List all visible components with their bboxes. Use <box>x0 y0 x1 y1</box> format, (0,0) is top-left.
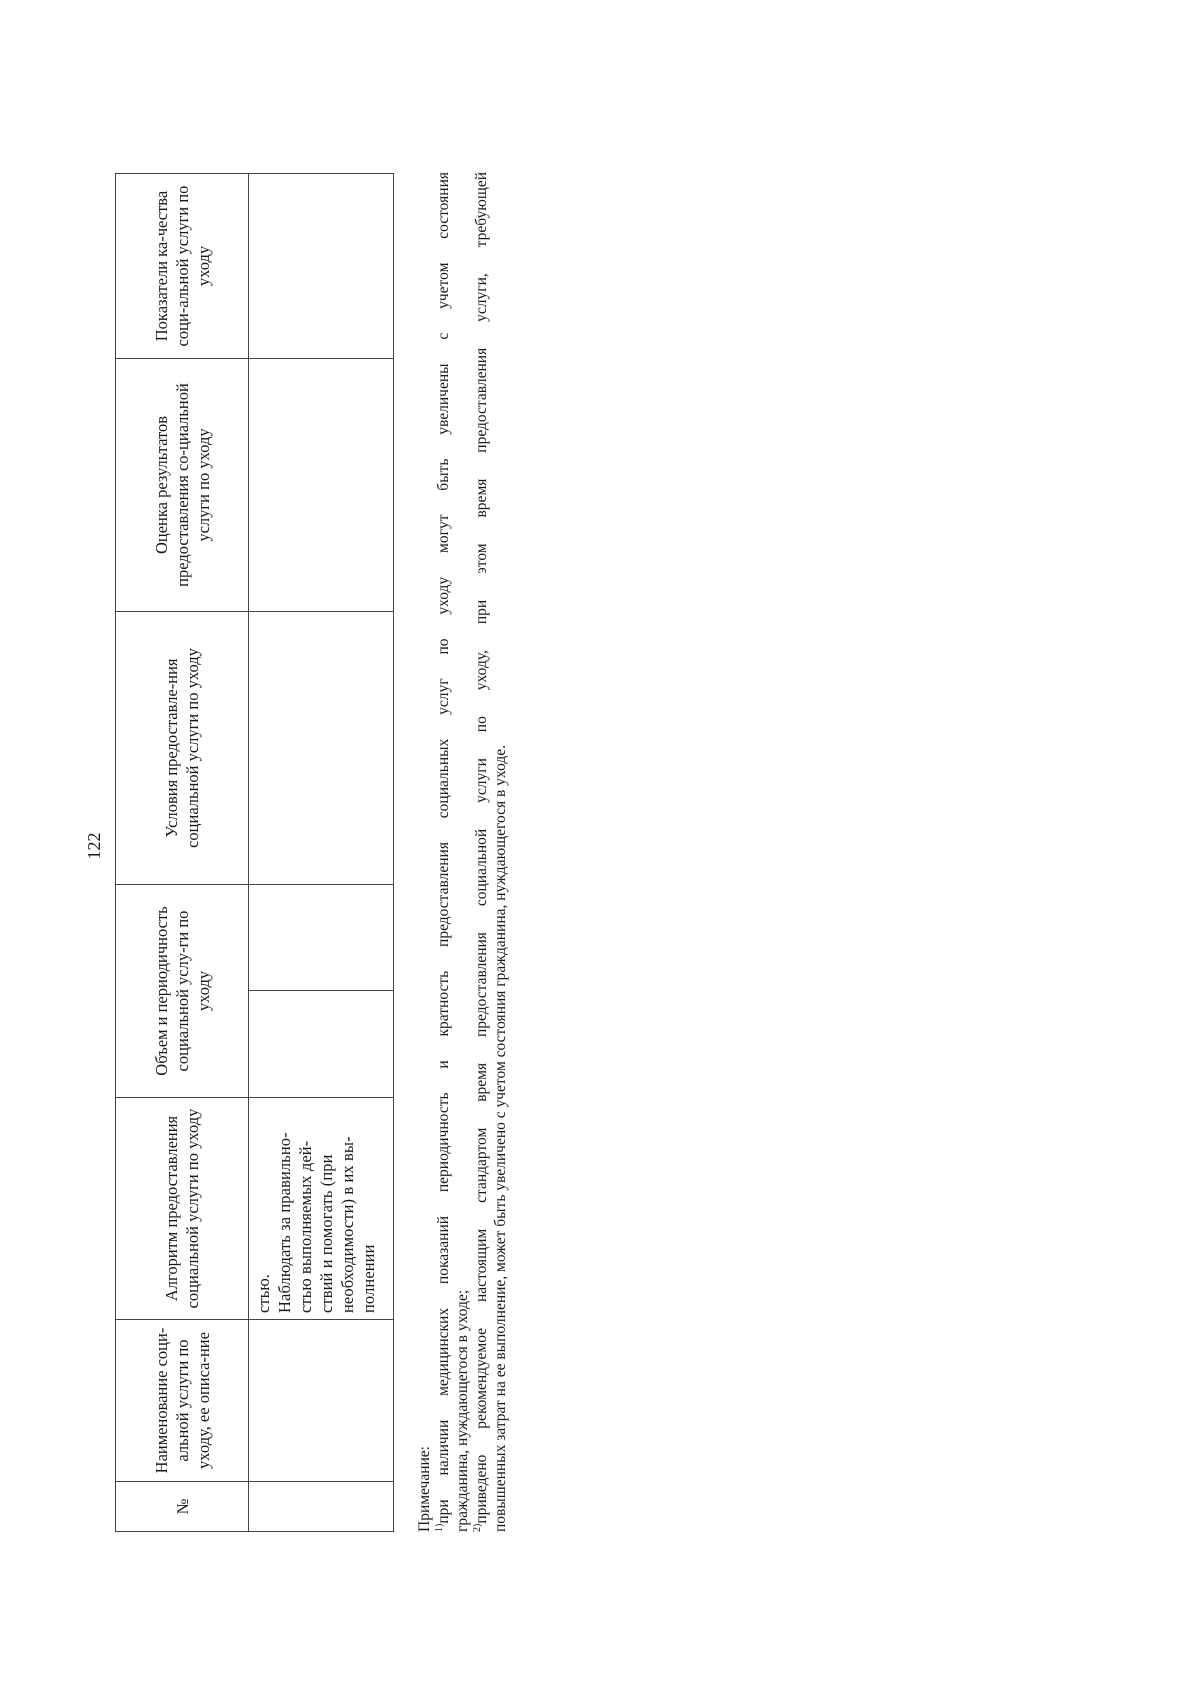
algorithm-line: стью. <box>254 1273 273 1313</box>
rotated-landscape-content <box>115 172 1095 1532</box>
header-service-name: Наименование соци-альной услуги по уходу, ее описа-ние <box>116 1320 249 1482</box>
cell-service-name <box>249 1320 394 1482</box>
service-table <box>115 173 394 1532</box>
header-quality: Показатели ка-чества соци-альной услуги по уходу <box>116 174 249 359</box>
notes-title: Примечание: <box>416 1446 433 1532</box>
note-2-line-1 <box>472 172 491 1532</box>
note-1-line-2: гражданина, нуждающегося в уходе; <box>454 1289 471 1532</box>
algorithm-line: полнении <box>359 1244 378 1313</box>
header-evaluation: Оценка результатов предоставления со-циальной услуги по уходу <box>116 359 249 612</box>
header-algorithm: Алгоритм предоставления социальной услуги по уходу <box>116 1098 249 1320</box>
cell-quality <box>249 174 394 359</box>
cell-algorithm <box>249 1098 394 1320</box>
note-2-mark: 2) <box>471 1523 483 1532</box>
volume-divider <box>249 990 393 991</box>
algorithm-line: Наблюдать за правильно- <box>275 1132 294 1313</box>
note-1-text: при наличии медицинских показаний периодичность и кратность предоставления социальных услуг по уходу могут быть увеличены с учетом состояния <box>435 172 452 1524</box>
page-number: 122 <box>84 832 104 860</box>
algorithm-text <box>249 1104 379 1313</box>
note-1-mark: 1) <box>433 1523 445 1532</box>
cell-volume <box>249 885 394 1098</box>
header-volume: Объем и периодичность социальной услу-ги по уходу <box>116 885 249 1098</box>
algorithm-line: стью выполняемых дей- <box>296 1140 315 1313</box>
cell-number <box>249 1482 394 1532</box>
table-row <box>249 174 394 1532</box>
algorithm-line: необходимости) в их вы- <box>338 1136 357 1313</box>
note-1-line-1 <box>434 172 453 1532</box>
header-number: № <box>116 1482 249 1532</box>
table-header-row <box>116 174 249 1532</box>
note-2-text: приведено рекомендуемое настоящим стандартом время предоставления социальной услуги по уходу, при этом время предоставления услуги, требующей <box>473 172 490 1524</box>
footnotes <box>415 172 510 1532</box>
header-conditions: Условия предоставле-ния социальной услуги по уходу <box>116 612 249 885</box>
note-2-line-2: повышенных затрат на ее выполнение, может быть увеличено с учетом состояния гражданина, нуждающегося в уходе. <box>492 744 509 1532</box>
algorithm-line: ствий и помогать (при <box>317 1154 336 1313</box>
cell-evaluation <box>249 359 394 612</box>
cell-conditions <box>249 612 394 885</box>
